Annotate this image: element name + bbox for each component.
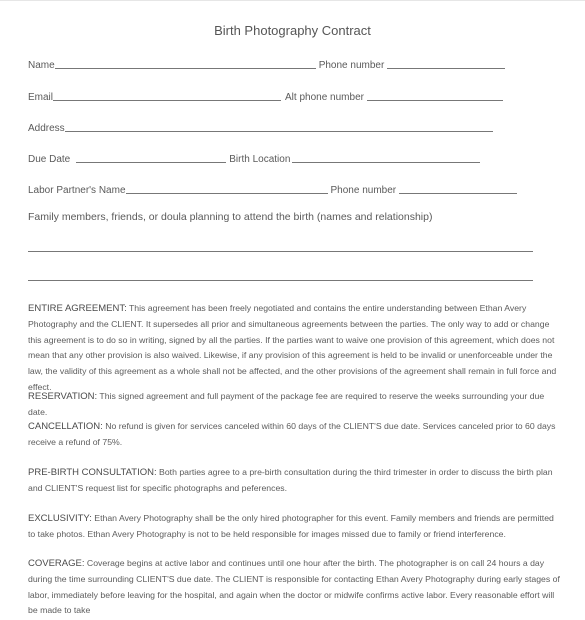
cancellation-section bbox=[28, 419, 563, 451]
email-field[interactable] bbox=[53, 90, 281, 101]
entire-agreement-heading: ENTIRE AGREEMENT: bbox=[28, 303, 127, 314]
cancellation-text: No refund is given for services canceled within 60 days of the CLIENT'S due date. Services canceled prior to 60 days receive a refund of 75%. bbox=[28, 421, 556, 447]
name-row bbox=[28, 55, 505, 71]
alt-phone-number-field[interactable] bbox=[367, 90, 503, 101]
attendees-line-2[interactable] bbox=[28, 280, 533, 281]
page-title: Birth Photography Contract bbox=[214, 23, 371, 38]
labor-partner-name-label: Labor Partner's Name bbox=[28, 185, 126, 196]
pre-birth-consultation-heading: PRE-BIRTH CONSULTATION: bbox=[28, 467, 157, 478]
birth-location-field[interactable] bbox=[292, 152, 480, 163]
name-label: Name bbox=[28, 60, 55, 71]
phone-number-2-field[interactable] bbox=[399, 183, 517, 194]
reservation-heading: RESERVATION: bbox=[28, 391, 98, 402]
coverage-heading: COVERAGE: bbox=[28, 558, 85, 569]
coverage-text: Coverage begins at active labor and continues until one hour after the birth. The photographer is on call 24 hours a day during the time surrounding CLIENT'S due date. The CLIENT is responsible for contacting Ethan Avery Photography during early stages of labor, immediately before leaving for the hospital, and again when the doctor or midwife confirms active labor. Every reasonable effort will be made to take bbox=[28, 558, 560, 616]
alt-phone-number-label: Alt phone number bbox=[285, 92, 364, 103]
exclusivity-text: Ethan Avery Photography shall be the only hired photographer for this event. Family members and friends are permitted to take photos. Ethan Avery Photography is not to be held responsible for images missed due to family or friend interference. bbox=[28, 513, 554, 539]
birth-location-label: Birth Location bbox=[229, 154, 291, 165]
address-field[interactable] bbox=[65, 121, 493, 132]
due-date-row bbox=[28, 149, 480, 165]
entire-agreement-section bbox=[28, 301, 563, 396]
reservation-text: This signed agreement and full payment of the package fee are required to reserve the weeks surrounding your due date. bbox=[28, 391, 545, 417]
attendees-line-1[interactable] bbox=[28, 251, 533, 252]
address-row bbox=[28, 118, 493, 134]
coverage-section bbox=[28, 556, 563, 619]
due-date-field[interactable] bbox=[76, 152, 226, 163]
attendees-question: Family members, friends, or doula planning to attend the birth (names and relationship) bbox=[28, 211, 433, 223]
pre-birth-consultation-text: Both parties agree to a pre-birth consultation during the third trimester in order to discuss the birth plan and CLIENT'S request list for specific photographs and peferences. bbox=[28, 467, 553, 493]
address-label: Address bbox=[28, 123, 65, 134]
name-field[interactable] bbox=[55, 58, 316, 69]
labor-partner-name-field[interactable] bbox=[126, 183, 328, 194]
due-date-label: Due Date bbox=[28, 154, 71, 165]
entire-agreement-text: This agreement has been freely negotiated and contains the entire understanding between Ethan Avery Photography and the CLIENT. It supersedes all prior and simultaneous agreements between the parties. The only way to add or change this agreement is to do so in writing, signed by all the parties. If the parties want to waive one provision of this agreement, which does not mean that any other provision is also waived. Likewise, if any provision of this agreement is held to be invalid or unenforceable under the law, the validity of this agreement as a whole shall not be affected, and the other provisions of the agreement shall remain in full force and effect. bbox=[28, 303, 557, 392]
email-row bbox=[28, 87, 503, 103]
exclusivity-heading: EXCLUSIVITY: bbox=[28, 513, 92, 524]
labor-partner-row bbox=[28, 180, 517, 196]
phone-number-label: Phone number bbox=[318, 60, 385, 71]
phone-number-field[interactable] bbox=[387, 58, 505, 69]
phone-number-2-label: Phone number bbox=[330, 185, 397, 196]
exclusivity-section bbox=[28, 511, 563, 543]
email-label: Email bbox=[28, 92, 54, 103]
cancellation-heading: CANCELLATION: bbox=[28, 421, 103, 432]
pre-birth-consultation-section bbox=[28, 465, 563, 497]
reservation-section bbox=[28, 389, 563, 421]
